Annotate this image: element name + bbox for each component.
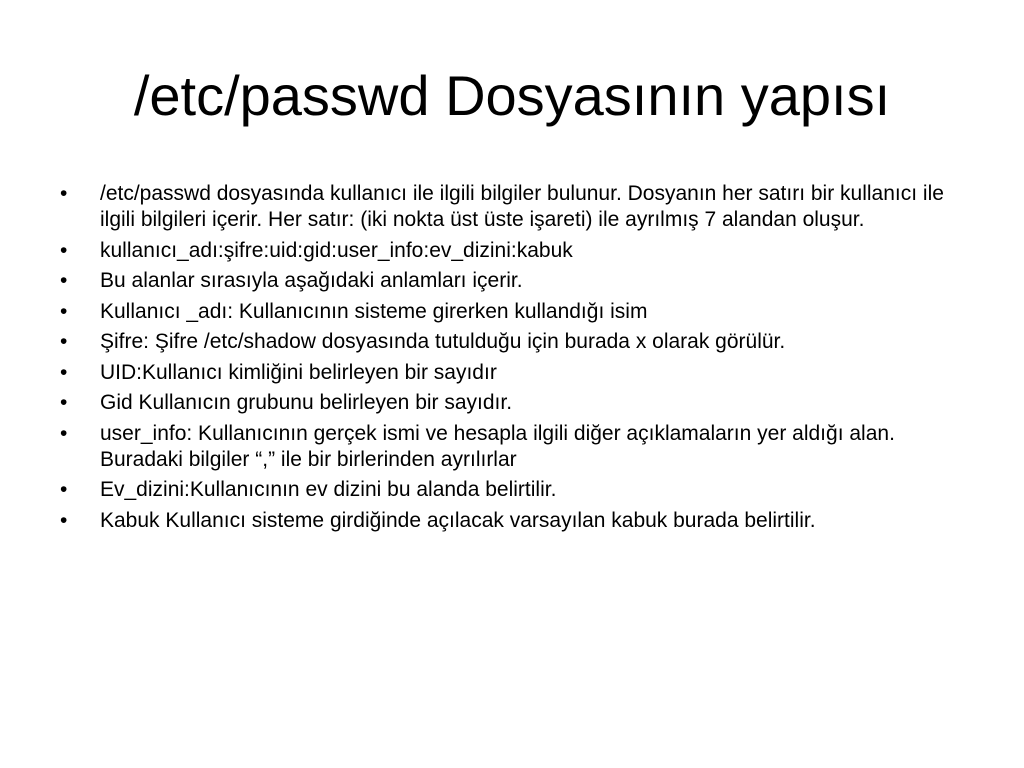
bullet-item [60,238,970,264]
bullet-icon: • [60,238,68,262]
bullet-text: /etc/passwd dosyasında kullanıcı ile ilgili bilgiler bulunur. Dosyanın her satırı bir kullanıcı ile ilgili bilgileri içerir. Her satır: (iki nokta üst üste işareti) ile ayrılmış 7 alandan oluşur. [100,182,944,231]
bullet-icon: • [60,269,68,292]
bullet-item [60,421,970,473]
bullet-text: Ev_dizini:Kullanıcının ev dizini bu alanda belirtilir. [100,478,557,501]
bullet-text: Kullanıcı _adı: Kullanıcının sisteme girerken kullandığı isim [100,299,648,323]
bullet-icon: • [60,330,68,353]
bullet-item [60,329,970,355]
bullet-text: user_info: Kullanıcının gerçek ismi ve hesapla ilgili diğer açıklamaların yer aldığı alan. Buradaki bilgiler “,” ile bir birlerinden ayrılırlar [100,421,895,471]
bullet-text: UID:Kullanıcı kimliğini belirleyen bir sayıdır [100,360,497,384]
bullet-item [60,508,970,534]
bullet-icon: • [60,508,68,532]
bullet-icon: • [60,182,68,205]
bullet-text: Bu alanlar sırasıyla aşağıdaki anlamları içerir. [100,269,523,292]
bullet-item [60,181,970,233]
bullet-icon: • [60,299,68,323]
bullet-item [60,477,970,503]
bullet-icon: • [60,391,68,414]
bullet-text: Kabuk Kullanıcı sisteme girdiğinde açılacak varsayılan kabuk burada belirtilir. [100,508,816,532]
bullet-icon: • [60,421,68,445]
bullet-item [60,299,970,325]
bullet-text: Gid Kullanıcın grubunu belirleyen bir sayıdır. [100,391,513,414]
slide-title: /etc/passwd Dosyasının yapısı [133,64,891,127]
bullet-text: kullanıcı_adı:şifre:uid:gid:user_info:ev_dizini:kabuk [100,238,573,262]
bullet-text: Şifre: Şifre /etc/shadow dosyasında tutulduğu için burada x olarak görülür. [100,330,786,353]
bullet-list [60,181,970,538]
bullet-item [60,360,970,386]
bullet-icon: • [60,360,68,384]
bullet-icon: • [60,478,68,501]
bullet-item [60,390,970,416]
bullet-item [60,268,970,294]
